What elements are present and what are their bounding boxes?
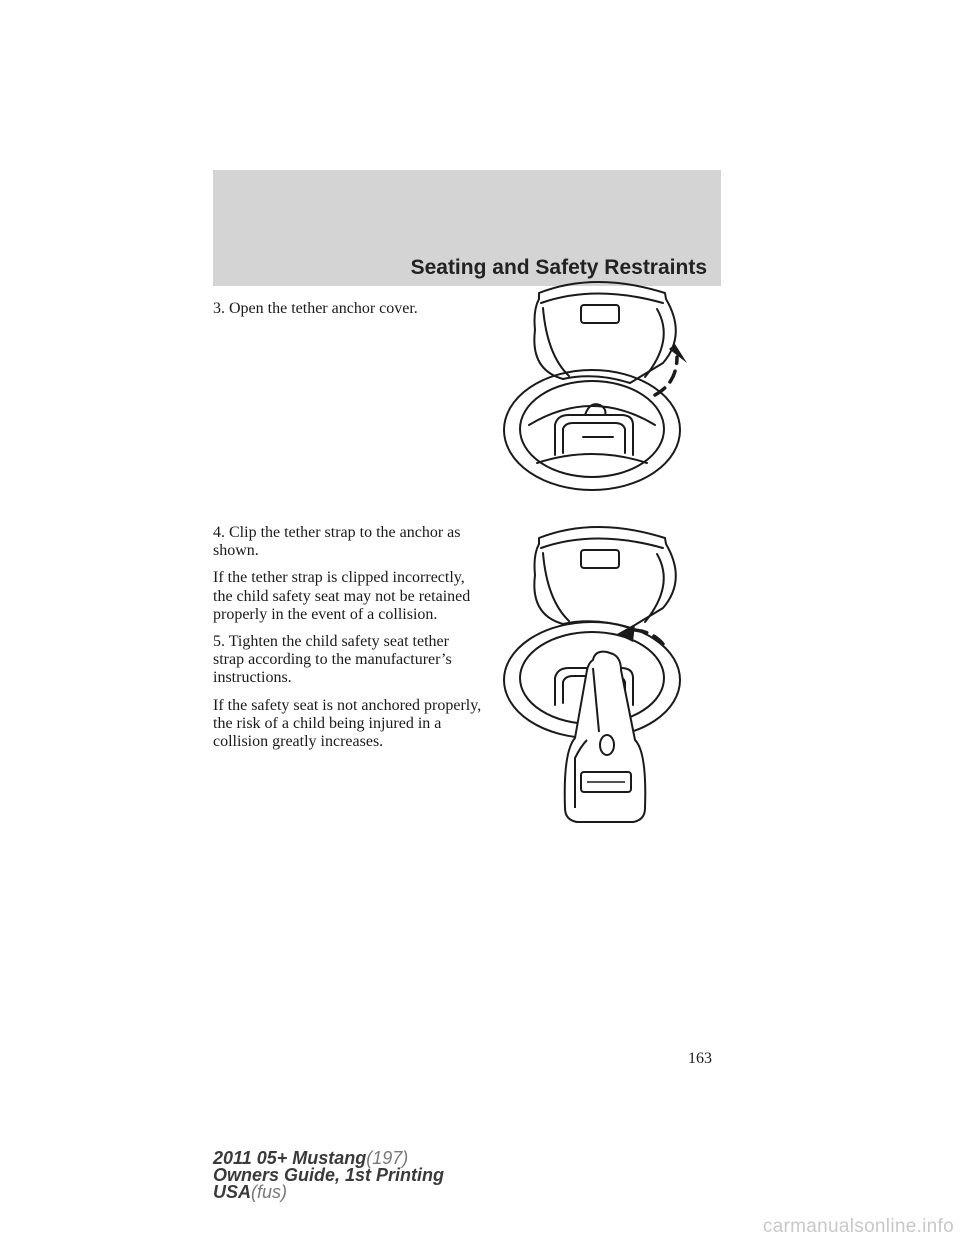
clip-arrow (635, 630, 663, 644)
tether-anchor-cover-open-illustration (495, 275, 695, 500)
step-4-text: 4. Clip the tether strap to the anchor as shown. (213, 524, 461, 560)
document-footer (213, 1150, 444, 1201)
footer-model-code: (197) (366, 1148, 409, 1168)
page-number: 163 (688, 1050, 712, 1067)
watermark: carmanualsonline.info (762, 1216, 954, 1237)
section-header-band (213, 170, 721, 286)
section-title: Seating and Safety Restraints (410, 256, 707, 279)
anchor-cover-lid (534, 282, 675, 383)
tether-strap-clipped-illustration (495, 520, 695, 840)
step-5-note: If the safety seat is not anchored properly, the risk of a child being injured in a collision greatly increases. (213, 696, 482, 751)
step-3-block (213, 300, 483, 327)
footer-region: USA (213, 1182, 252, 1202)
step-5-text: 5. Tighten the child safety seat tether strap according to the manufacturer’s instructions. (213, 633, 452, 687)
footer-guide: Owners Guide, 1st Printing (213, 1165, 445, 1185)
step-4-note: If the tether strap is clipped incorrectly, the child safety seat may not be retained properly in the event of a collision. (213, 569, 471, 623)
footer-region-code: (fus) (251, 1182, 288, 1202)
footer-model: 2011 05+ Mustang (213, 1148, 367, 1168)
steps-4-5-block (213, 524, 483, 760)
anchor-base-ring (504, 370, 680, 490)
step-3-text: 3. Open the tether anchor cover. (213, 300, 418, 317)
anchor-bar (555, 415, 633, 455)
